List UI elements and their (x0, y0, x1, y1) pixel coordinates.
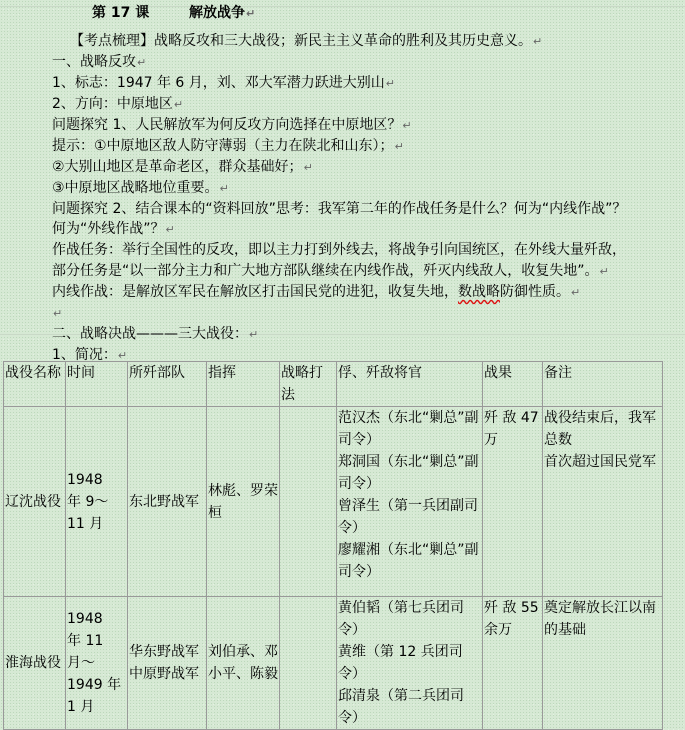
partial-task: 部分任务是“以一部分主力和广大地方部队继续在内线作战，歼灭内线敌人，收复失地”。↵ (52, 263, 609, 279)
section-heading-2: 二、战略决战———三大战役：↵ (52, 326, 259, 342)
overview-label: 1、简况：↵ (52, 347, 128, 363)
campaign-time: 1948 年 11 月～ 1949 年 1 月 (66, 597, 128, 730)
campaign-notes (543, 597, 663, 730)
campaign-strategy (280, 407, 337, 597)
col-header: 所歼部队 (128, 362, 207, 407)
direction-line: 2、方向：中原地区↵ (52, 96, 184, 112)
hint-1: 提示：①中原地区敌人防守薄弱（主力在陕北和山东）；↵ (52, 138, 404, 154)
campaign-table (3, 361, 663, 730)
campaign-commander: 林彪、罗荣桓 (207, 407, 280, 597)
lesson-topic: 解放战争 (188, 5, 245, 21)
general-entry: 邱清泉（第二兵团司令） (338, 688, 464, 726)
note-entry: 奠定解放长江以南的基础 (544, 600, 656, 638)
table-row (4, 597, 663, 730)
note-entry: 首次超过国民党军 (544, 454, 656, 470)
blank-line: ↵ (53, 307, 63, 320)
campaign-name: 辽沈战役 (4, 407, 66, 597)
general-entry: 郑洞国（东北“剿总”副司令） (338, 454, 479, 492)
campaign-name: 淮海战役 (4, 597, 66, 730)
general-entry: 曾泽生（第一兵团副司令） (338, 498, 478, 536)
col-header: 战略打法 (280, 362, 337, 407)
inner-line-combat: 内线作战：是解放区军民在解放区打击国民党的进犯，收复失地，数战略防御性质。↵ (52, 284, 581, 300)
col-header: 战果 (483, 362, 543, 407)
campaign-commander: 刘伯承、邓小平、陈毅 (207, 597, 280, 730)
lesson-number: 第 17 课 (92, 5, 150, 21)
general-entry: 黄维（第 12 兵团司令） (338, 644, 463, 682)
col-header: 指挥 (207, 362, 280, 407)
campaign-generals (337, 407, 483, 597)
campaign-strategy (280, 597, 337, 730)
question-2: 问题探究 2、结合课本的“资料回放”思考：我军第二年的作战任务是什么？何为“内线作战”？ (52, 201, 627, 217)
section-heading-1: 一、战略反攻↵ (52, 54, 147, 70)
general-entry: 范汉杰（东北“剿总”副司令） (338, 410, 479, 448)
marker-line: 1、标志：1947 年 6 月，刘、邓大军潜力跃进大别山↵ (52, 75, 396, 91)
campaign-unit: 华东野战军 中原野战军 (128, 597, 207, 730)
col-header: 战役名称 (4, 362, 66, 407)
campaign-unit: 东北野战军 (128, 407, 207, 597)
general-entry: 廖耀湘（东北“剿总”副司令） (338, 542, 479, 580)
campaign-result: 歼 敌 47 万 (483, 407, 543, 597)
question-1: 问题探究 1、人民解放军为何反攻方向选择在中原地区？↵ (52, 117, 412, 133)
col-header: 俘、歼敌将官 (337, 362, 483, 407)
campaign-notes (543, 407, 663, 597)
general-entry: 黄伯韬（第七兵团司令） (338, 600, 464, 638)
combat-task: 作战任务：举行全国性的反攻，即以主力打到外线去，将战争引向国统区，在外线大量歼敌， (52, 242, 626, 258)
question-2-cont: 何为“外线作战”？↵ (52, 221, 175, 237)
table-row (4, 407, 663, 597)
campaign-generals (337, 597, 483, 730)
lesson-title: 第 17 课 解放战争↵ (92, 5, 256, 21)
col-header: 时间 (66, 362, 128, 407)
table-header-row (4, 362, 663, 407)
exam-points: 【考点梳理】战略反攻和三大战役；新民主主义革命的胜利及其历史意义。↵ (70, 33, 543, 49)
campaign-result: 歼 敌 55 余万 (483, 597, 543, 730)
col-header: 备注 (543, 362, 663, 407)
note-entry: 战役结束后，我军总数 (544, 410, 656, 448)
hint-3: ③中原地区战略地位重要。↵ (52, 180, 229, 196)
hint-2: ②大别山地区是革命老区，群众基础好；↵ (52, 159, 313, 175)
campaign-time: 1948 年 9～11 月 (66, 407, 128, 597)
